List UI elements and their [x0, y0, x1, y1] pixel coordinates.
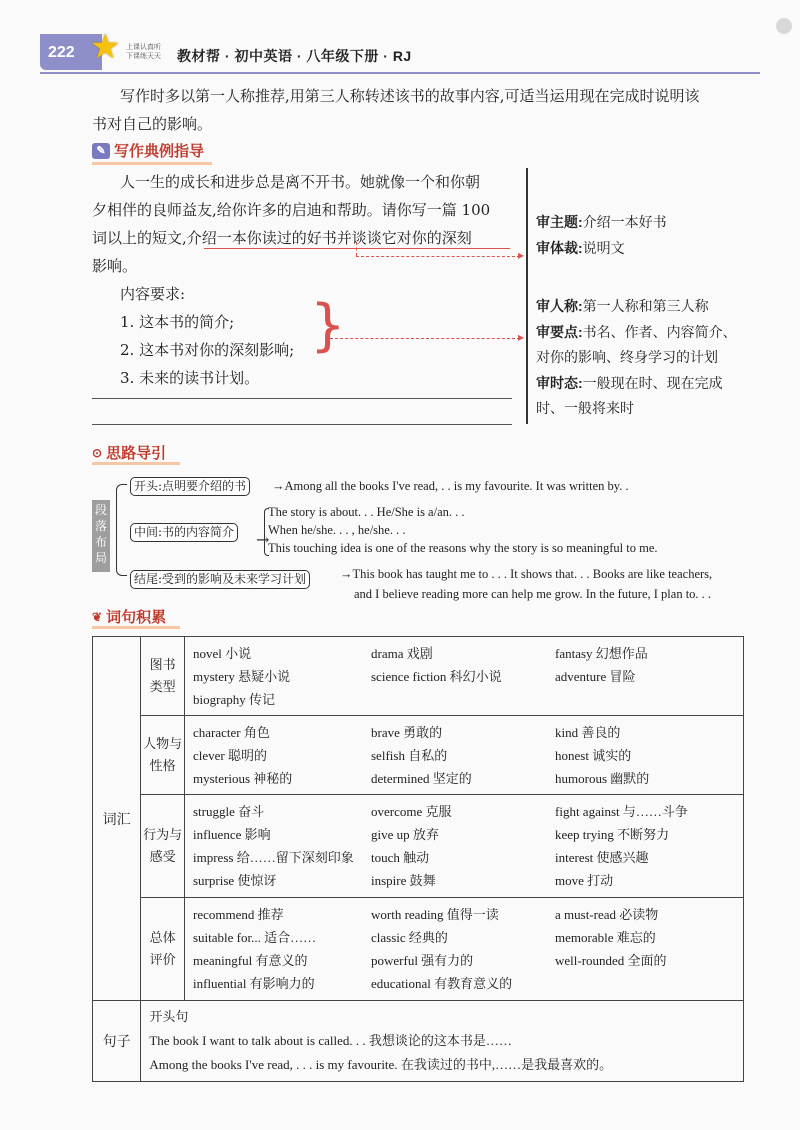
sentence-example: The book I want to talk about is called. . . 我想谈论的这本书是……: [149, 1033, 512, 1048]
vocab-word: biography 传记: [193, 691, 275, 707]
leaf-icon: ❦: [92, 609, 103, 624]
vocab-word: fight against 与……斗争: [555, 804, 688, 819]
arrow-icon: ▸: [518, 248, 525, 262]
vocab-word: honest 诚实的: [555, 747, 632, 763]
vocab-word: inspire 鼓舞: [371, 873, 436, 888]
vocab-row: [93, 716, 744, 795]
vocab-category: 词汇: [93, 637, 141, 1001]
vocab-word: [555, 972, 735, 995]
vocab-row: [93, 637, 744, 716]
vocab-word: educational 有教育意义的: [371, 976, 513, 991]
vocab-group-label: 总体 评价: [141, 898, 185, 1001]
vocab-word: powerful 强有力的: [371, 953, 474, 968]
sentence-category: 句子: [93, 1001, 141, 1082]
vocab-word: kind 善良的: [555, 724, 621, 740]
sentence-cell: [141, 1001, 744, 1082]
writing-line: [92, 424, 512, 425]
header-divider: [40, 72, 760, 74]
vocab-word: brave 勇敢的: [371, 724, 443, 740]
vocab-words: [185, 795, 744, 898]
section-title: 思路导引: [106, 445, 167, 462]
pencil-icon: ✎: [92, 143, 110, 159]
sentence-row: [93, 1001, 744, 1082]
vocab-word: touch 触动: [371, 850, 430, 865]
section-underline: [92, 148, 212, 165]
vocab-word: struggle 奋斗: [193, 804, 265, 819]
ending-text: →This book has taught me to . . . It shows that. . . Books are like teachers, and I believe reading more can help me grow. In the future, I plan to. . .: [340, 567, 713, 601]
analysis-panel: 审主题:介绍一本好书 审体裁:说明文 审人称:第一人称和第三人称 审要点:书名、作者、内容简介、 对你的影响、终身学习的计划 审时态:一般现在时、现在完成 时、一般将来时: [536, 214, 737, 417]
vocab-word: suitable for... 适合……: [193, 930, 317, 945]
vocab-word: humorous 幽默的: [555, 770, 650, 786]
vocab-word: well-rounded 全面的: [555, 953, 667, 968]
writing-prompt: 人一生的成长和进步总是离不开书。她就像一个和你朝 夕相伴的良师益友,给你许多的启迪和帮助。请你写一篇 100 词以上的短文,介绍一本你读过的好书并谈谈它对你的深刻 影响。 内容要求: 1. 这本书的简介; 2. 这本书对你的深刻影响; 3. 未来的读书计划。: [92, 168, 524, 392]
vocab-word: overcome 克服: [371, 804, 452, 819]
vocab-word: meaningful 有意义的: [193, 953, 308, 968]
vocab-row: [93, 898, 744, 1001]
vocab-group-label: 图书 类型: [141, 637, 185, 716]
sentence-heading: 开头句: [149, 1009, 189, 1024]
vocabulary-table: [92, 636, 744, 1082]
connector-line-1: [356, 256, 520, 257]
brace-icon: }: [310, 293, 346, 358]
vocab-word: [555, 688, 735, 711]
ending-label: 结尾:受到的影响及未来学习计划: [130, 570, 310, 589]
vocab-word: give up 放弃: [371, 827, 439, 842]
prompt-underline: [204, 248, 510, 249]
vocab-word: recommend 推荐: [193, 907, 284, 922]
slogan: 上课认真听 下课练天天: [126, 44, 161, 60]
flow-bracket: [116, 484, 127, 576]
vocab-word: selfish 自私的: [371, 747, 448, 763]
page-number: 222: [48, 44, 75, 61]
vocab-word: impress 给……留下深刻印象: [193, 850, 354, 865]
vocab-group-label: 人物与 性格: [141, 716, 185, 795]
middle-text: The story is about. . . He/She is a/an. . . When he/she. . . , he/she. . . This touching idea is one of the reasons why the story is so meaningful to me.: [268, 505, 658, 555]
vocab-word: surprise 使惊讶: [193, 873, 277, 888]
arrow-icon: ▸: [518, 330, 525, 344]
section-underline: [92, 609, 180, 629]
vocab-word: [371, 688, 555, 711]
connector-vertical: [356, 242, 357, 256]
section-title: 词句积累: [106, 609, 167, 626]
vocab-word: science fiction 科幻小说: [371, 668, 502, 684]
intro-paragraph: 写作时多以第一人称推荐,用第三人称转述该书的故事内容,可适当运用现在完成时说明该 书对自己的影响。: [92, 87, 700, 133]
vocab-word: mysterious 神秘的: [193, 770, 293, 786]
vocab-group-label: 行为与 感受: [141, 795, 185, 898]
vocab-word: adventure 冒险: [555, 668, 636, 684]
vocab-word: classic 经典的: [371, 930, 448, 945]
section-underline: [92, 445, 180, 465]
vocab-words: [185, 898, 744, 1001]
vocab-word: influence 影响: [193, 827, 271, 842]
vocab-word: interest 使感兴趣: [555, 850, 649, 865]
vocab-word: memorable 难忘的: [555, 930, 656, 945]
middle-label: 中间:书的内容简介: [130, 523, 238, 542]
vocab-word: influential 有影响力的: [193, 976, 315, 991]
vocab-word: clever 聪明的: [193, 747, 268, 763]
analysis-divider: [526, 168, 528, 424]
vocab-word: mystery 悬疑小说: [193, 668, 291, 684]
target-icon: ⊙: [92, 445, 103, 460]
opening-label: 开头:点明要介绍的书: [130, 477, 250, 496]
section-title: 写作典例指导: [114, 143, 205, 160]
star-mascot-icon: ★: [90, 27, 121, 67]
vocab-row: [93, 795, 744, 898]
vocab-words: [185, 716, 744, 795]
vocab-word: worth reading 值得一读: [371, 907, 499, 922]
vocab-words: [185, 637, 744, 716]
vocab-word: a must-read 必读物: [555, 907, 659, 922]
binding-hole: [776, 18, 792, 34]
vocab-word: fantasy 幻想作品: [555, 645, 648, 661]
opening-text: →Among all the books I've read, . . is my favourite. It was written by. .: [272, 479, 629, 493]
writing-line: [92, 398, 512, 399]
vocab-word: novel 小说: [193, 645, 252, 661]
vocab-word: drama 戏剧: [371, 645, 433, 661]
connector-line-2: [330, 338, 520, 339]
book-title: 教材帮 · 初中英语 · 八年级下册 · RJ: [177, 48, 412, 64]
paragraph-layout-tag: 段落布局: [92, 500, 110, 572]
vocab-word: determined 坚定的: [371, 770, 472, 786]
vocab-word: move 打动: [555, 873, 614, 888]
vocab-word: keep trying 不断努力: [555, 827, 670, 842]
sentence-example: Among the books I've read, . . . is my favourite. 在我读过的书中,……是我最喜欢的。: [149, 1057, 613, 1072]
vocab-word: character 角色: [193, 724, 270, 740]
